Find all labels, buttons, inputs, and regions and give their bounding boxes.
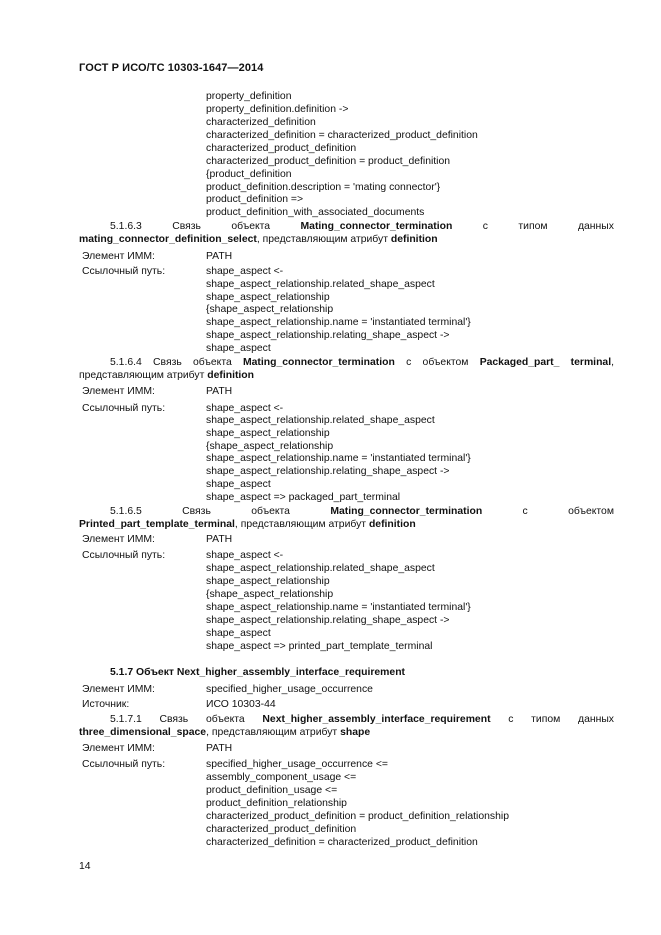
entity-name-2a: Packaged_part_ xyxy=(479,357,560,368)
word: Связь xyxy=(182,506,211,517)
code-line: {shape_aspect_relationship xyxy=(206,441,334,452)
code-line: characterized_definition = characterized_product_definition xyxy=(206,130,478,141)
code-line: shape_aspect_relationship.name = 'instantiated terminal'} xyxy=(206,453,471,464)
code-line: product_definition_relationship xyxy=(206,798,347,809)
code-line: shape_aspect => packaged_part_terminal xyxy=(206,492,401,503)
word: объекта xyxy=(193,357,232,368)
clause-5-1-6-3 xyxy=(79,220,614,246)
attribute-name: definition xyxy=(390,234,438,245)
word: , представляющим атрибут xyxy=(206,727,341,738)
code-line: shape_aspect <- xyxy=(206,550,284,561)
entity-name: Mating_connector_termination xyxy=(243,357,395,368)
word: объекта xyxy=(251,506,290,517)
clause-number: 5.1.6.4 xyxy=(110,357,142,368)
code-line: product_definition.description = 'mating connector'} xyxy=(206,182,441,193)
code-line: characterized_product_definition = product_definition_relationship xyxy=(206,811,509,822)
code-line: {shape_aspect_relationship xyxy=(206,589,334,600)
ref-path-label: Ссылочный путь: xyxy=(82,266,166,277)
attribute-name: shape xyxy=(340,727,371,738)
type-name: three_dimensional_space xyxy=(79,727,207,738)
page-number: 14 xyxy=(79,861,91,872)
code-line: shape_aspect_relationship.related_shape_aspect xyxy=(206,415,435,426)
word: данных xyxy=(578,714,614,725)
imm-value: PATH xyxy=(206,743,233,754)
word: с xyxy=(406,357,412,368)
code-line: shape_aspect_relationship.name = 'instantiated terminal'} xyxy=(206,317,471,328)
code-line: characterized_product_definition = product_definition xyxy=(206,156,451,167)
clause-5-1-7-1 xyxy=(79,713,614,739)
clause-5-1-6-4 xyxy=(79,356,614,382)
clause-number: 5.1.6.3 xyxy=(110,221,142,232)
imm-label: Элемент ИММ: xyxy=(82,251,155,262)
code-line: shape_aspect_relationship xyxy=(206,292,330,303)
code-line: shape_aspect_relationship.related_shape_aspect xyxy=(206,563,435,574)
code-line: shape_aspect_relationship.relating_shape_aspect -> xyxy=(206,330,450,341)
code-line: product_definition_with_associated_documents xyxy=(206,207,425,218)
source-value: ИСО 10303-44 xyxy=(206,699,276,710)
word: Связь xyxy=(153,357,182,368)
word: объекта xyxy=(231,221,271,232)
code-line: shape_aspect xyxy=(206,343,271,354)
word: объекта xyxy=(205,714,245,725)
word: , представляющим атрибут xyxy=(234,519,369,530)
attribute-name: definition xyxy=(368,519,416,530)
imm-value: PATH xyxy=(206,251,233,262)
entity-name: Mating_connector_termination xyxy=(300,221,453,232)
ref-path-label: Ссылочный путь: xyxy=(82,759,166,770)
code-line: shape_aspect xyxy=(206,479,271,490)
attribute-name: definition xyxy=(207,370,254,381)
clause-number: 5.1.6.5 xyxy=(110,506,142,517)
word: типом xyxy=(531,714,561,725)
select-type-name: mating_connector_definition_select xyxy=(79,234,257,245)
word: данных xyxy=(577,221,614,232)
code-line: shape_aspect_relationship.name = 'instantiated terminal'} xyxy=(206,602,471,613)
ref-path-label: Ссылочный путь: xyxy=(82,550,166,561)
word: представляющим атрибут xyxy=(79,370,208,381)
code-line: product_definition_usage <= xyxy=(206,785,338,796)
code-line: shape_aspect xyxy=(206,628,271,639)
code-line: shape_aspect => printed_part_template_terminal xyxy=(206,641,433,652)
imm-value: PATH xyxy=(206,534,233,545)
code-line: property_definition xyxy=(206,91,292,102)
word: , представляющим атрибут xyxy=(256,234,391,245)
code-line: characterized_product_definition xyxy=(206,143,357,154)
document-header: ГОСТ Р ИСО/ТС 10303-1647—2014 xyxy=(79,62,264,74)
entity-name-2: Printed_part_template_terminal xyxy=(79,519,235,530)
source-label: Источник: xyxy=(82,699,130,710)
word: типом xyxy=(518,221,548,232)
word: Связь xyxy=(172,221,201,232)
code-line: shape_aspect_relationship.relating_shape_aspect -> xyxy=(206,615,450,626)
word: , xyxy=(611,357,614,368)
imm-label: Элемент ИММ: xyxy=(82,386,155,397)
word: объектом xyxy=(422,357,469,368)
word: с xyxy=(522,506,528,517)
imm-label: Элемент ИММ: xyxy=(82,684,155,695)
code-line: {product_definition xyxy=(206,169,292,180)
code-line: characterized_definition xyxy=(206,117,316,128)
clause-number: 5.1.7.1 xyxy=(110,714,142,725)
word: Связь xyxy=(159,714,189,725)
section-heading: 5.1.7 Объект Next_higher_assembly_interface_requirement xyxy=(110,667,406,678)
imm-value: PATH xyxy=(206,386,233,397)
code-line: characterized_product_definition xyxy=(206,824,357,835)
code-line: {shape_aspect_relationship xyxy=(206,304,334,315)
imm-label: Элемент ИММ: xyxy=(82,743,155,754)
code-line: characterized_definition = characterized_product_definition xyxy=(206,837,478,848)
ref-path-label: Ссылочный путь: xyxy=(82,403,166,414)
code-line: assembly_component_usage <= xyxy=(206,772,357,783)
code-line: shape_aspect_relationship xyxy=(206,576,330,587)
entity-name: Next_higher_assembly_interface_requirement xyxy=(262,714,491,725)
word: объектом xyxy=(568,506,614,517)
code-line: shape_aspect_relationship.relating_shape_aspect -> xyxy=(206,466,450,477)
word: с xyxy=(482,221,488,232)
code-line: shape_aspect <- xyxy=(206,266,284,277)
code-line: specified_higher_usage_occurrence <= xyxy=(206,759,388,770)
code-line: shape_aspect_relationship xyxy=(206,428,330,439)
entity-name: Mating_connector_termination xyxy=(330,506,483,517)
clause-5-1-6-5 xyxy=(79,505,614,531)
word: с xyxy=(508,714,514,725)
imm-value: specified_higher_usage_occurrence xyxy=(206,684,373,695)
code-line: shape_aspect <- xyxy=(206,403,284,414)
imm-label: Элемент ИММ: xyxy=(82,534,155,545)
code-line: product_definition => xyxy=(206,194,304,205)
entity-name-2b: terminal xyxy=(570,357,612,368)
code-line: property_definition.definition -> xyxy=(206,104,349,115)
code-line: shape_aspect_relationship.related_shape_aspect xyxy=(206,279,435,290)
